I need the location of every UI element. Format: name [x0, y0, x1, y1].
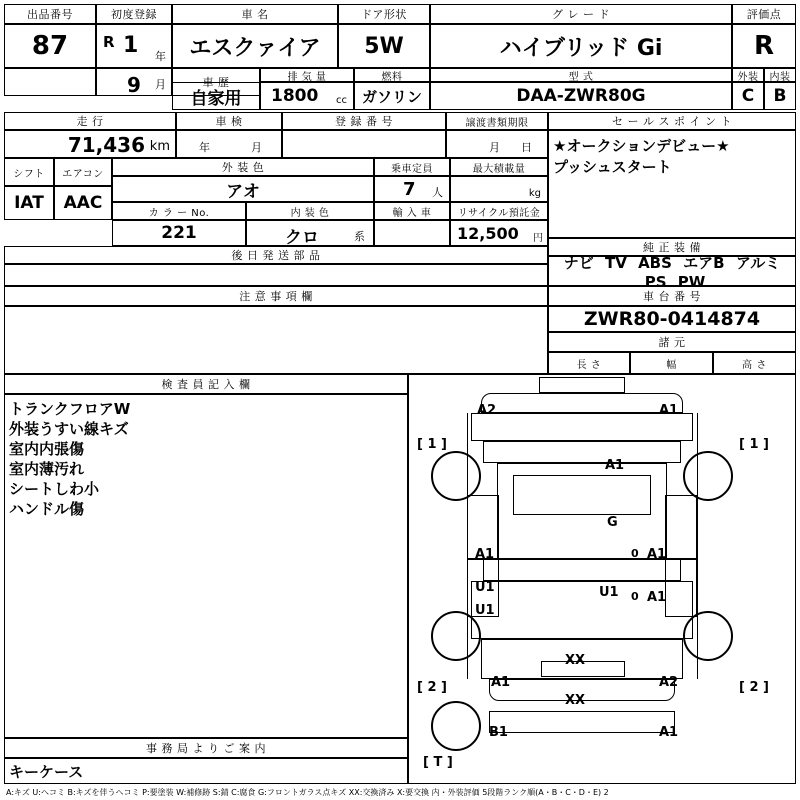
- shaken-label-cell: [176, 112, 282, 130]
- sales-point-line-2: プッシュスタート: [553, 158, 672, 176]
- import-label-cell: [374, 202, 450, 220]
- damage-mark: XX: [565, 693, 586, 708]
- aircon-label: エアコン: [62, 168, 104, 180]
- ext-color-value: アオ: [226, 181, 260, 202]
- bracket-label: [ 2 ]: [739, 680, 769, 695]
- door-label-cell: [338, 4, 430, 24]
- history-label: 車 歴: [202, 76, 230, 89]
- score-label: 評価点: [746, 8, 782, 21]
- footer-legend-row: [6, 786, 796, 798]
- reg-no-label: 登 録 番 号: [335, 115, 393, 128]
- car-name-value: エスクァイア: [189, 35, 321, 61]
- inspector-line-3: 室内薄汚れ: [9, 460, 85, 478]
- mileage-value: 71,436: [67, 133, 145, 157]
- equipment-item-1: TV: [605, 253, 627, 272]
- max-load-unit: kg: [528, 188, 541, 199]
- mileage-value-cell: [4, 130, 176, 158]
- equipment-item-6: PW: [677, 272, 706, 291]
- lot-number-value-cell: [4, 24, 96, 68]
- later-parts-value-cell: [4, 264, 548, 286]
- inspector-line-2: 室内内張傷: [9, 440, 85, 458]
- grade-label-cell: [430, 4, 732, 24]
- dim-label-cell: [548, 332, 796, 352]
- recycle-unit: 円: [533, 233, 543, 244]
- aircon-value-cell: [54, 186, 112, 220]
- color-no-value: 221: [161, 223, 197, 243]
- door-label: ドア形状: [361, 8, 407, 21]
- office-title: 事 務 局 よ り ご 案 内: [146, 742, 266, 755]
- seats-value: 7: [403, 179, 416, 200]
- damage-mark: XX: [565, 653, 586, 668]
- damage-mark: U1: [475, 603, 495, 618]
- sales-point-title: セ ー ル ス ポ イ ン ト: [612, 115, 732, 128]
- displacement-unit: cc: [336, 95, 347, 106]
- damage-mark: A1: [647, 547, 667, 562]
- int-color-suffix: 系: [354, 230, 365, 243]
- int-color-label: 内 装 色: [290, 207, 330, 219]
- equipment-item-5: PS: [644, 272, 667, 291]
- first-reg-year-unit: 年: [155, 50, 166, 63]
- door-value-cell: [338, 24, 430, 68]
- equipment-items-cell: [548, 253, 796, 291]
- bracket-label: [ 1 ]: [739, 437, 769, 452]
- displacement-label: 排 気 量: [287, 71, 327, 83]
- transfer-value-cell: [446, 130, 548, 158]
- damage-mark: A1: [605, 458, 625, 473]
- equipment-item-3: エアB: [683, 253, 725, 272]
- right-rear-door: [665, 559, 697, 617]
- sales-point-line-1: ★オークションデビュー★: [553, 137, 730, 155]
- lot-number-extra-cell: [4, 68, 96, 96]
- mileage-unit: km: [149, 139, 170, 154]
- displacement-label-cell: [260, 68, 354, 82]
- chassis-label-cell: [548, 286, 796, 306]
- import-value-cell: [374, 220, 450, 246]
- interior-label-cell: [764, 68, 796, 82]
- color-no-value-cell: [112, 220, 246, 246]
- right-rear-wheel: [683, 611, 733, 661]
- damage-diagram-panel: [408, 374, 796, 784]
- recycle-value: 12,500: [457, 224, 519, 243]
- mileage-label: 走 行: [76, 115, 104, 128]
- width-cell: [630, 352, 713, 374]
- right-front-wheel: [683, 451, 733, 501]
- score-value-cell: [732, 24, 796, 68]
- recycle-label: リサイクル預託金: [457, 207, 541, 219]
- car-name-value-cell: [172, 24, 338, 68]
- equipment-item-0: ナビ: [563, 253, 594, 272]
- damage-mark: A1: [659, 403, 679, 418]
- exterior-value-cell: [732, 82, 764, 110]
- sales-point-body: [548, 130, 796, 238]
- seats-label-cell: [374, 158, 450, 176]
- shift-label-cell: [4, 158, 54, 186]
- interior-value: B: [773, 86, 787, 106]
- inspector-body: [4, 394, 408, 738]
- ext-color-value-cell: [112, 176, 374, 202]
- color-no-label: カ ラ ー No.: [148, 207, 210, 219]
- left-rear-wheel: [431, 611, 481, 661]
- damage-mark: A1: [491, 675, 511, 690]
- grade-value: ハイブリッド Gi: [499, 35, 663, 61]
- right-front-door: [665, 495, 697, 559]
- office-title-cell: [4, 738, 408, 758]
- bracket-label: [ T ]: [423, 755, 453, 770]
- width-label: 幅: [666, 359, 677, 371]
- lot-number-label: 出品番号: [27, 8, 73, 21]
- footer-legend: A:キズ U:ヘコミ B:キズを伴うヘコミ P:要塗装 W:補修跡 S:錆 C:腐食 G:フロントガラス点キズ XX:交換済み X:要交換 内・外装評価 5段階ランク順(A・B・C・D・E) 2: [6, 787, 609, 797]
- interior-label: 内装: [769, 71, 791, 83]
- height-cell: [713, 352, 796, 374]
- aircon-label-cell: [54, 158, 112, 186]
- length-label: 長 さ: [576, 359, 602, 371]
- exterior-label-cell: [732, 68, 764, 82]
- int-color-value: クロ: [285, 228, 319, 248]
- first-reg-prefix: R: [103, 33, 115, 51]
- left-front-wheel: [431, 451, 481, 501]
- sales-point-title-cell: [548, 112, 796, 130]
- lot-number-value: 87: [31, 31, 69, 61]
- color-no-label-cell: [112, 202, 246, 220]
- reg-no-value-cell: [282, 130, 446, 158]
- fuel-value: ガソリン: [361, 87, 422, 106]
- score-value: R: [753, 31, 775, 61]
- notes-title: 注 意 事 項 欄: [239, 290, 313, 303]
- recycle-value-cell: [450, 220, 548, 246]
- damage-mark-small: 0: [631, 547, 639, 560]
- damage-mark: A1: [475, 547, 495, 562]
- seats-unit: 人: [432, 186, 443, 199]
- rear-window: [483, 559, 681, 581]
- later-parts-label: 後 日 発 送 部 品: [231, 249, 321, 262]
- aircon-value: AAC: [63, 193, 103, 213]
- max-load-value-cell: [450, 176, 548, 202]
- equipment-item-2: ABS: [638, 253, 672, 272]
- model-code-value-cell: [430, 82, 732, 110]
- roof-center-panel: [513, 475, 651, 515]
- height-label: 高 さ: [742, 359, 767, 371]
- displacement-value-cell: [260, 82, 354, 110]
- history-value: 自家用: [190, 88, 242, 109]
- windshield: [483, 441, 681, 463]
- office-line-0: キーケース: [9, 763, 84, 781]
- damage-mark: U1: [599, 585, 619, 600]
- rear-lower-panel: [489, 711, 675, 733]
- grade-label: グ レ ー ド: [552, 8, 610, 21]
- int-color-label-cell: [246, 202, 374, 220]
- first-reg-label-cell: [96, 4, 172, 24]
- notes-body: [4, 306, 548, 374]
- interior-value-cell: [764, 82, 796, 110]
- car-name-label: 車 名: [241, 8, 269, 21]
- spare-wheel: [431, 701, 481, 751]
- later-parts-label-cell: [4, 246, 548, 264]
- ext-color-label-cell: [112, 158, 374, 176]
- shift-label: シフト: [13, 168, 45, 180]
- inspector-line-4: シートしわ小: [9, 480, 100, 498]
- transfer-label-cell: [446, 112, 548, 130]
- lot-number-label-cell: [4, 4, 96, 24]
- shaken-value-cell: [176, 130, 282, 158]
- chassis-value: ZWR80-0414874: [583, 308, 761, 330]
- damage-mark: U1: [475, 580, 495, 595]
- model-code-label: 型 式: [568, 71, 594, 83]
- chassis-label: 車 台 番 号: [643, 290, 701, 303]
- equipment-item-4: アルミ: [735, 253, 781, 272]
- damage-mark: A1: [659, 725, 679, 740]
- front-bumper: [481, 393, 683, 413]
- fuel-label-cell: [354, 68, 430, 82]
- displacement-value: 1800: [271, 86, 319, 106]
- first-reg-label: 初度登録: [111, 8, 157, 21]
- damage-mark: A1: [647, 590, 667, 605]
- door-value: 5W: [364, 33, 404, 59]
- damage-mark: B1: [489, 725, 508, 740]
- history-month-cell: [96, 68, 172, 96]
- damage-mark: A2: [659, 675, 679, 690]
- front-grille: [539, 377, 625, 393]
- transfer-month-unit: 月: [489, 141, 500, 154]
- car-diagram: [409, 375, 795, 783]
- bracket-label: [ 2 ]: [417, 680, 447, 695]
- history-value-cell: [172, 82, 260, 110]
- shaken-year-unit: 年: [199, 141, 210, 154]
- shift-value-cell: [4, 186, 54, 220]
- shaken-label: 車 検: [215, 115, 243, 128]
- score-label-cell: [732, 4, 796, 24]
- transfer-day-unit: 日: [521, 141, 532, 154]
- model-code-value: DAA-ZWR80G: [516, 86, 646, 106]
- exterior-label: 外装: [737, 71, 759, 83]
- history-month-value: 9: [127, 73, 141, 97]
- seats-value-cell: [374, 176, 450, 202]
- notes-title-cell: [4, 286, 548, 306]
- inspector-line-1: 外装うすい線キズ: [9, 420, 129, 438]
- int-color-value-cell: [246, 220, 374, 246]
- history-month-unit: 月: [155, 78, 166, 91]
- seats-label: 乗車定員: [391, 163, 433, 175]
- fuel-label: 燃料: [381, 71, 403, 83]
- equipment-title: 純 正 装 備: [643, 241, 701, 254]
- mileage-label-cell: [4, 112, 176, 130]
- car-name-label-cell: [172, 4, 338, 24]
- chassis-value-cell: [548, 306, 796, 332]
- inspector-title: 検 査 員 記 入 欄: [161, 378, 251, 391]
- grade-value-cell: [430, 24, 732, 68]
- import-label: 輸 入 車: [392, 207, 432, 219]
- inspector-title-cell: [4, 374, 408, 394]
- first-reg-value-cell: [96, 24, 172, 68]
- damage-mark-small: 0: [631, 590, 639, 603]
- ext-color-label: 外 装 色: [221, 161, 265, 174]
- model-code-label-cell: [430, 68, 732, 82]
- max-load-label-cell: [450, 158, 548, 176]
- first-reg-year: 1: [123, 33, 139, 58]
- reg-no-label-cell: [282, 112, 446, 130]
- recycle-label-cell: [450, 202, 548, 220]
- damage-mark: G: [607, 515, 618, 530]
- max-load-label: 最大積載量: [472, 163, 526, 175]
- fuel-value-cell: [354, 82, 430, 110]
- transfer-label: 譲渡書類期限: [465, 117, 529, 129]
- inspector-line-5: ハンドル傷: [9, 500, 85, 518]
- inspector-line-0: トランクフロアW: [9, 400, 131, 418]
- length-cell: [548, 352, 630, 374]
- damage-mark: A2: [477, 403, 497, 418]
- shift-value: IAT: [14, 193, 44, 213]
- dim-label: 諸 元: [658, 336, 686, 349]
- bracket-label: [ 1 ]: [417, 437, 447, 452]
- exterior-value: C: [741, 86, 755, 106]
- office-body: [4, 758, 408, 784]
- shaken-month-unit: 月: [251, 141, 262, 154]
